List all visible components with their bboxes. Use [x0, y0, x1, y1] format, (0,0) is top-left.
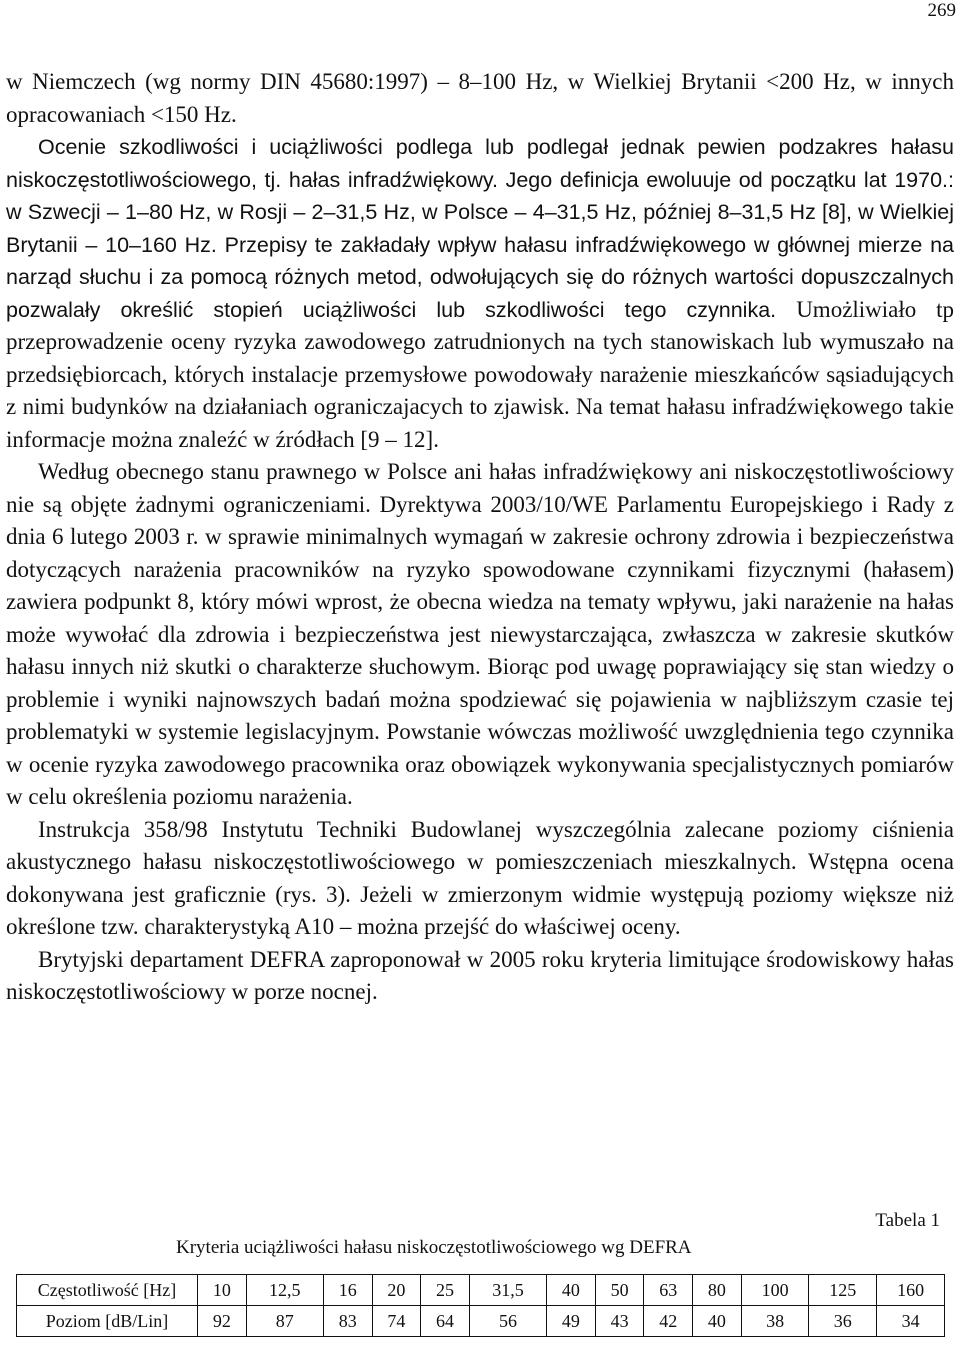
row-header-level: Poziom [dB/Lin] — [17, 1306, 198, 1337]
table-cell: 87 — [246, 1306, 323, 1337]
paragraph-5 — [6, 944, 954, 1009]
table-cell: 74 — [372, 1306, 421, 1337]
table-cell: 56 — [469, 1306, 546, 1337]
table-cell: 34 — [877, 1306, 945, 1337]
table-cell: 92 — [198, 1306, 247, 1337]
table-cell: 49 — [547, 1306, 596, 1337]
table-cell: 36 — [809, 1306, 877, 1337]
table-cell: 40 — [547, 1275, 596, 1306]
body-text — [6, 66, 954, 1009]
table-cell: 31,5 — [469, 1275, 546, 1306]
table-cell: 42 — [644, 1306, 693, 1337]
table-cell: 125 — [809, 1275, 877, 1306]
table-cell: 100 — [741, 1275, 809, 1306]
table-cell: 64 — [421, 1306, 470, 1337]
table-cell: 63 — [644, 1275, 693, 1306]
table-cell: 80 — [693, 1275, 742, 1306]
table-cell: 38 — [741, 1306, 809, 1337]
table-cell: 43 — [595, 1306, 644, 1337]
paragraph-4 — [6, 814, 954, 944]
text-segment: Przepisy te zakładały wpływ hałasu infradźwiękowego w głównej mierze na narząd słuchu i za pomocą różnych metod, odwołujących się do różnych wartości dopuszczalnych pozwalały określić stopień uciążliwości lub szkodliwości tego czynnika. — [6, 232, 954, 322]
paragraph-2 — [6, 131, 954, 456]
text-segment: w Niemczech (wg normy DIN 45680:1997) – 8–100 Hz, w Wielkiej Brytanii <200 Hz, w innych opracowaniach <150 Hz. — [6, 69, 954, 127]
text-segment: Ocenie szkodliwości i uciążliwości podlega lub podlegał jednak pewien podzakres hałasu niskoczęstotliwościowego, tj. hałas infradźwiękowy. Jego definicja ewoluuje od początku lat 1970.: w Szwecji – 1–80 Hz, w Rosji – 2–31,5 Hz, w Polsce – 4–31,5 Hz, później 8–31,5 Hz [8], w Wielkiej Brytanii – 10–160 Hz. — [6, 135, 954, 257]
text-segment: Brytyjski departament DEFRA zaproponował w 2005 roku kryteria limitujące środowiskowy hałas niskoczęstotliwościowy w porze nocnej. — [6, 946, 954, 1004]
table-cell: 160 — [877, 1275, 945, 1306]
table-row — [17, 1275, 945, 1306]
table-cell: 12,5 — [246, 1275, 323, 1306]
text-segment: Instrukcja 358/98 Instytutu Techniki Budowlanej wyszczególnia zalecane poziomy ciśnienia akustycznego hałasu niskoczęstotliwościowego w pomieszczeniach mieszkalnych. Wstępna ocena dokonywana jest graficznie (rys. 3). Jeżeli w zmierzonym widmie występują poziomy większe niż określone tzw. charakterystyką A10 – można przejść do właściwej oceny. — [6, 816, 954, 939]
criteria-table — [16, 1274, 945, 1337]
paragraph-3 — [6, 456, 954, 814]
table-caption: Kryteria uciążliwości hałasu niskoczęstotliwościowego wg DEFRA — [176, 1237, 692, 1258]
text-segment: Umożliwiało tp przeprowadzenie oceny ryzyka zawodowego zatrudnionych na tych stanowiskach lub wymuszało na przedsiębiorcach, których instalacje przemysłowe powodowały narażenie mieszkańców sąsiadujących z nimi budynków na działaniach ograniczajacych to zjawisk. Na temat hałasu infradźwiękowego takie informacje można znaleźć w źródłach [9 – 12]. — [6, 296, 954, 452]
table-row — [17, 1306, 945, 1337]
table-cell: 50 — [595, 1275, 644, 1306]
table-cell: 25 — [421, 1275, 470, 1306]
table-cell: 10 — [198, 1275, 247, 1306]
table-cell: 16 — [323, 1275, 372, 1306]
table-label: Tabela 1 — [875, 1210, 940, 1231]
table-cell: 83 — [323, 1306, 372, 1337]
table-cell: 40 — [693, 1306, 742, 1337]
row-header-frequency: Częstotliwość [Hz] — [17, 1275, 198, 1306]
table-cell: 20 — [372, 1275, 421, 1306]
page-number: 269 — [927, 0, 956, 21]
text-segment: Według obecnego stanu prawnego w Polsce ani hałas infradźwiękowy ani niskoczęstotliwościowy nie są objęte żadnymi ograniczeniami. Dyrektywa 2003/10/WE Parlamentu Europejskiego i Rady z dnia 6 lutego 2003 r. w sprawie minimalnych wymagań w zakresie ochrony zdrowia i bezpieczeństwa dotyczących narażenia pracowników na ryzyko spowodowane czynnikami fizycznymi (hałasem) zawiera podpunkt 8, który mówi wprost, że obecna wiedza na tematy wpływu, jaki narażenie na hałas może wywołać dla zdrowia i bezpieczeństwa jest niewystarczająca, zwłaszcza w zakresie skutków hałasu innych niż skutki o charakterze słuchowym. Biorąc pod uwagę poprawiający się stan wiedzy o problemie i wyniki najnowszych badań można spodziewać się pojawienia w najbliższym czasie tej problematyki w systemie legislacyjnym. Powstanie wówczas możliwość uwzględnienia tego czynnika w ocenie ryzyka zawodowego pracownika oraz obowiązek wykonywania specjalistycznych pomiarów w celu określenia poziomu narażenia. — [6, 459, 954, 809]
paragraph-1 — [6, 66, 954, 131]
